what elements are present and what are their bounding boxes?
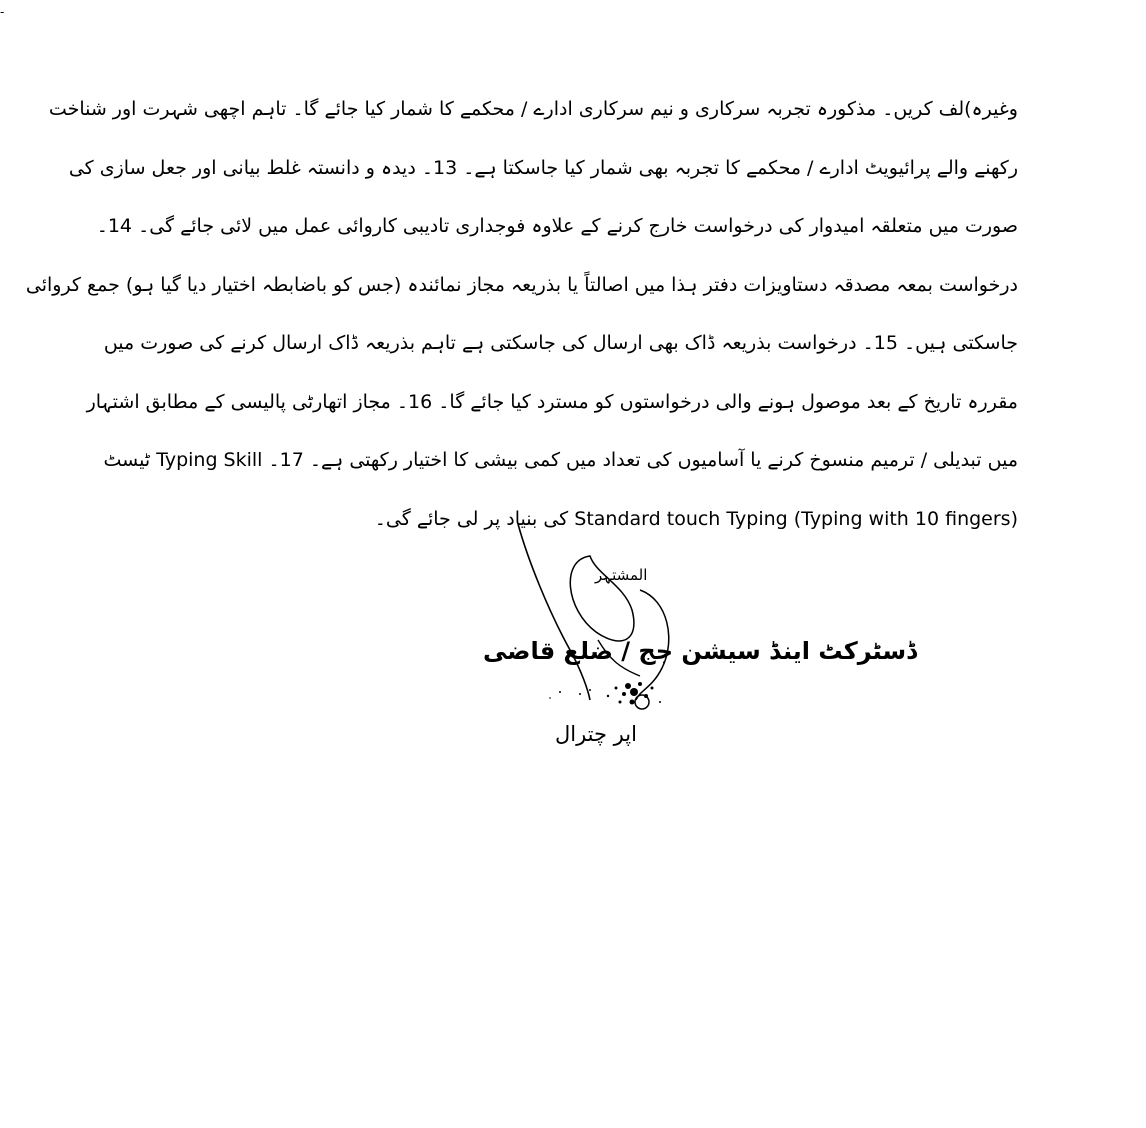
text-line: درخواست بمعہ مصدقہ دستاویزات دفتر ہذا میں اصالتاً یا بذریعہ مجاز نمائندہ (جس کو باضابطہ اختیار دیا گیا ہو) جمع کروائی xyxy=(25,273,1018,296)
text-line: وغیرہ)لف کریں۔ مذکورہ تجربہ سرکاری و نیم سرکاری ادارے / محکمے کا شمار کیا جائے گا۔ تاہم اچھی شہرت اور شناخت xyxy=(48,98,1018,120)
text-line: Standard touch Typing (Typing with 10 fingers) کی بنیاد پر لی جائے گی۔ xyxy=(374,507,1018,530)
text-line: میں تبدیلی / ترمیم منسوخ کرنے یا آسامیوں کی تعداد میں کمی بیشی کا اختیار رکھتی ہے۔ 17۔ Typing Skill ٹیسٹ xyxy=(103,449,1018,471)
advertiser-label: المشتہر xyxy=(595,566,648,584)
corner-mark: - xyxy=(0,5,5,19)
district-name: اپر چترال xyxy=(555,722,637,746)
text-line: جاسکتی ہیں۔ 15۔ درخواست بذریعہ ڈاک بھی ارسال کی جاسکتی ہے تاہم بذریعہ ڈاک ارسال کرنے کی صورت میں xyxy=(103,332,1018,354)
text-line: رکھنے والے پرائیویٹ ادارے / محکمے کا تجربہ بھی شمار کیا جاسکتا ہے۔ 13۔ دیدہ و دانستہ غلط بیانی اور جعل سازی کی xyxy=(68,156,1018,179)
text-line: صورت میں متعلقہ امیدوار کی درخواست خارج کرنے کے علاوہ فوجداری تادیبی کاروائی عمل میں لائی جائے گی۔ 14۔ xyxy=(96,215,1018,237)
body-paragraph xyxy=(25,80,1018,548)
signatory-title: ڈسٹرکٹ اینڈ سیشن جج / ضلع قاضی xyxy=(483,637,917,665)
text-line: مقررہ تاریخ کے بعد موصول ہونے والی درخواستوں کو مسترد کیا جائے گا۔ 16۔ مجاز اتھارٹی پالیسی کے مطابق اشتہار xyxy=(86,390,1018,413)
